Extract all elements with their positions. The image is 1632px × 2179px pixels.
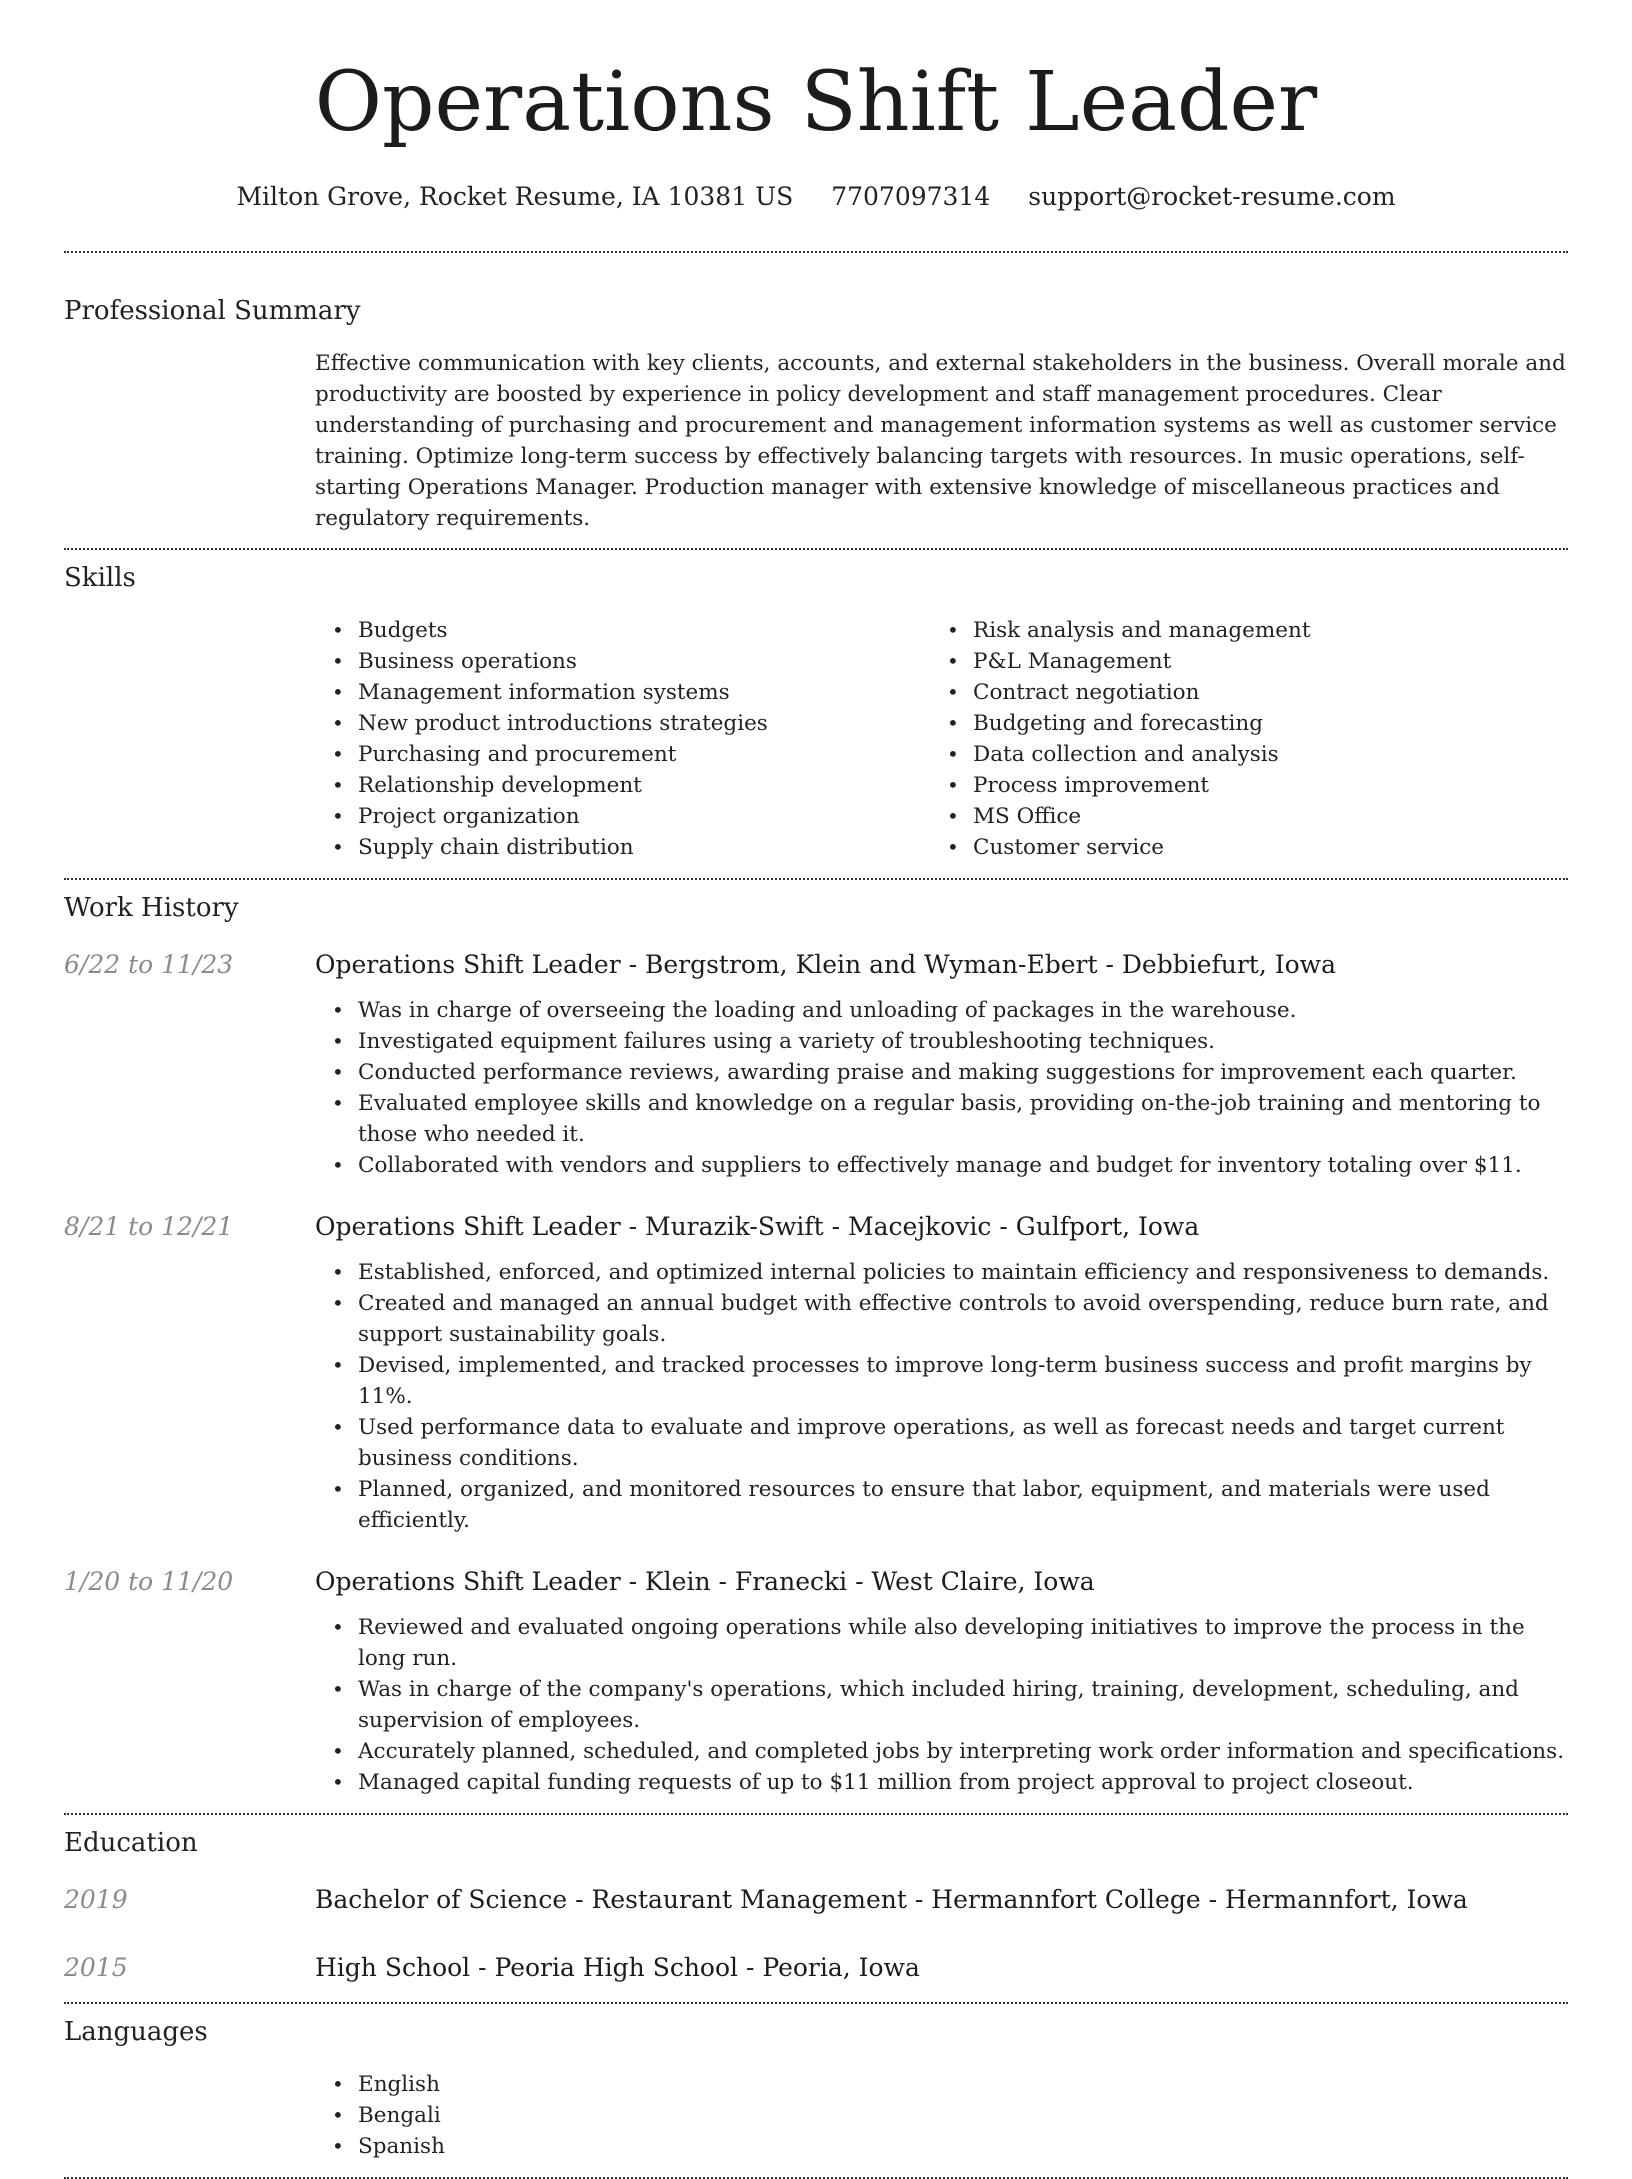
skill-item: • P&L Management [973, 646, 1545, 677]
contact-line [64, 181, 1568, 213]
skill-item: • Budgets [358, 615, 930, 646]
job-title: Operations Shift Leader - Klein - Franecki - West Claire, Iowa [315, 1567, 1095, 1596]
job-bullet: • Evaluated employee skills and knowledge on a regular basis, providing on-the-job training and mentoring to those who needed it. [358, 1088, 1568, 1150]
education-entry [64, 1951, 1568, 1985]
job-dates: 6/22 to 11/23 [64, 950, 234, 979]
contact-email: support@rocket-resume.com [1028, 182, 1396, 211]
skill-item: • Project organization [358, 801, 930, 832]
job-bullet: • Created and managed an annual budget with effective controls to avoid overspending, reduce burn rate, and support sustainability goals. [358, 1288, 1568, 1350]
job-bullet: • Was in charge of the company's operations, which included hiring, training, development, scheduling, and supervision of employees. [358, 1674, 1568, 1736]
job-details [315, 1565, 1568, 1798]
job-entry [64, 948, 1568, 1181]
resume-page [64, 0, 1568, 2179]
job-bullet: • Devised, implemented, and tracked processes to improve long-term business success and profit margins by 11%. [358, 1350, 1568, 1412]
skill-item: • Relationship development [358, 770, 930, 801]
skills-column-left [315, 615, 930, 863]
skill-item: • New product introductions strategies [358, 708, 930, 739]
job-bullet: • Used performance data to evaluate and improve operations, as well as forecast needs and target current business conditions. [358, 1412, 1568, 1474]
job-dates: 1/20 to 11/20 [64, 1567, 234, 1596]
contact-address: Milton Grove, Rocket Resume, IA 10381 US [236, 182, 794, 211]
job-dates: 8/21 to 12/21 [64, 1212, 234, 1241]
job-bullets [315, 995, 1568, 1181]
contact-phone: 7707097314 [831, 182, 991, 211]
education-details: Bachelor of Science - Restaurant Management - Hermannfort College - Hermannfort, Iowa [315, 1885, 1468, 1914]
skills-heading: Skills [64, 563, 136, 593]
work-heading: Work History [64, 893, 239, 923]
summary-heading: Professional Summary [64, 296, 361, 326]
skill-item: • Purchasing and procurement [358, 739, 930, 770]
divider [64, 548, 1568, 550]
summary-text: Effective communication with key clients, accounts, and external stakeholders in the business. Overall morale and productivity are boosted by experience in policy development and staff management procedures. Clear understanding of purchasing and procurement and management information systems as well as customer service training. Optimize long-term success by effectively balancing targets with resources. In music operations, self-starting Operations Manager. Production manager with extensive knowledge of miscellaneous practices and regulatory requirements. [315, 351, 1566, 531]
job-bullet: • Investigated equipment failures using a variety of troubleshooting techniques. [358, 1026, 1568, 1057]
education-heading: Education [64, 1828, 198, 1858]
language-item: • English [358, 2069, 1568, 2100]
education-details: High School - Peoria High School - Peoria, Iowa [315, 1953, 920, 1982]
job-entry [64, 1565, 1568, 1798]
job-bullet: • Planned, organized, and monitored resources to ensure that labor, equipment, and materials were used efficiently. [358, 1474, 1568, 1536]
skill-item: • Customer service [973, 832, 1545, 863]
job-title: Operations Shift Leader - Murazik-Swift - Macejkovic - Gulfport, Iowa [315, 1212, 1200, 1241]
education-year: 2019 [64, 1885, 128, 1914]
job-bullet: • Managed capital funding requests of up to $11 million from project approval to project closeout. [358, 1767, 1568, 1798]
job-bullet: • Was in charge of overseeing the loading and unloading of packages in the warehouse. [358, 995, 1568, 1026]
skill-item: • Risk analysis and management [973, 615, 1545, 646]
job-bullets [315, 1612, 1568, 1798]
skill-item: • Contract negotiation [973, 677, 1545, 708]
job-entry [64, 1210, 1568, 1536]
job-details [315, 948, 1568, 1181]
skill-item: • MS Office [973, 801, 1545, 832]
divider [64, 1813, 1568, 1815]
skills-list [315, 615, 1568, 863]
languages-list [315, 2069, 1568, 2162]
skill-item: • Process improvement [973, 770, 1545, 801]
skills-column-right [930, 615, 1545, 863]
skill-item: • Management information systems [358, 677, 930, 708]
job-bullet: • Accurately planned, scheduled, and completed jobs by interpreting work order information and specifications. [358, 1736, 1568, 1767]
job-bullets [315, 1257, 1568, 1536]
job-bullet: • Reviewed and evaluated ongoing operations while also developing initiatives to improve the process in the long run. [358, 1612, 1568, 1674]
education-entry [64, 1883, 1568, 1917]
language-item: • Bengali [358, 2100, 1568, 2131]
skill-item: • Budgeting and forecasting [973, 708, 1545, 739]
divider [64, 878, 1568, 880]
job-bullet: • Collaborated with vendors and suppliers to effectively manage and budget for inventory totaling over $11. [358, 1150, 1568, 1181]
job-details [315, 1210, 1568, 1536]
job-bullet: • Established, enforced, and optimized internal policies to maintain efficiency and responsiveness to demands. [358, 1257, 1568, 1288]
divider [64, 2002, 1568, 2004]
resume-title: Operations Shift Leader [314, 55, 1318, 150]
job-title: Operations Shift Leader - Bergstrom, Klein and Wyman-Ebert - Debbiefurt, Iowa [315, 950, 1336, 979]
divider [64, 251, 1568, 253]
language-item: • Spanish [358, 2131, 1568, 2162]
skill-item: • Business operations [358, 646, 930, 677]
skill-item: • Supply chain distribution [358, 832, 930, 863]
skill-item: • Data collection and analysis [973, 739, 1545, 770]
job-bullet: • Conducted performance reviews, awarding praise and making suggestions for improvement each quarter. [358, 1057, 1568, 1088]
languages-heading: Languages [64, 2017, 208, 2047]
education-year: 2015 [64, 1953, 128, 1982]
